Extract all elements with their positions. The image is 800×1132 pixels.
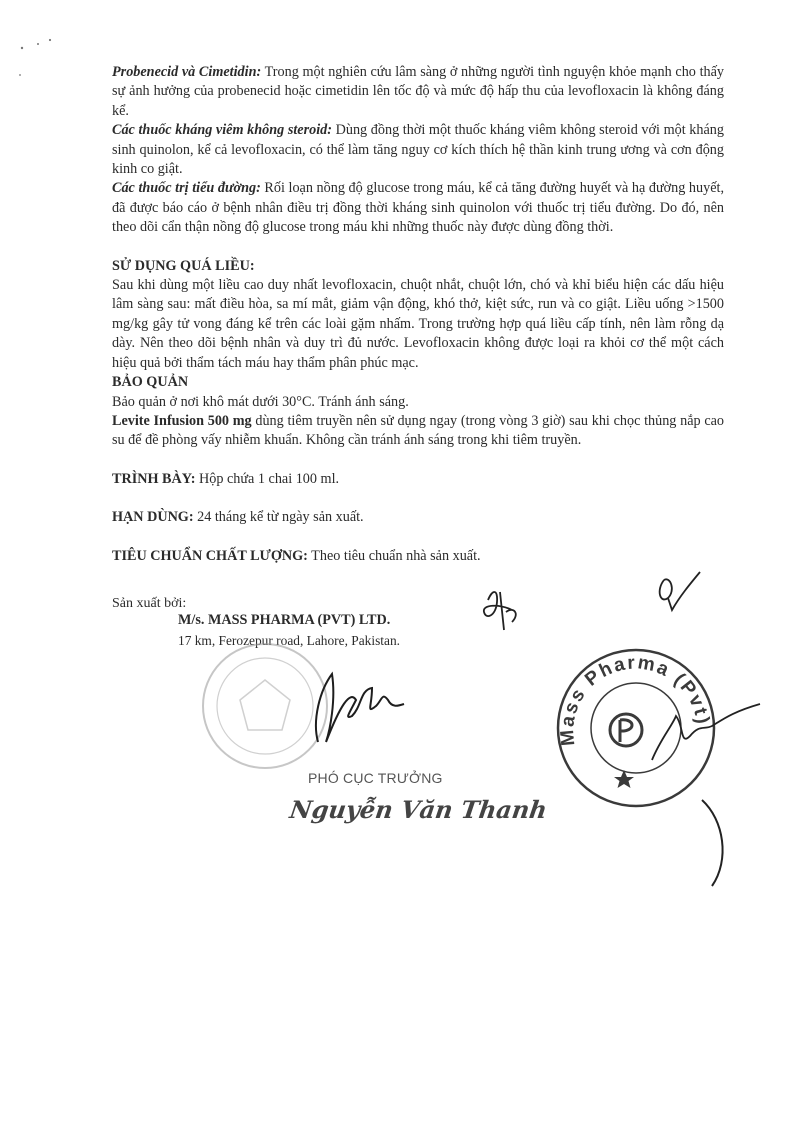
- company-stamp: [557, 650, 714, 806]
- quality-label: TIÊU CHUẨN CHẤT LƯỢNG:: [112, 547, 308, 564]
- produced-by-label: Sản xuất bởi:: [112, 596, 187, 611]
- shelf-life-label: HẠN DÙNG:: [112, 509, 194, 526]
- official-seal: [203, 644, 327, 768]
- scan-specks: [19, 39, 51, 76]
- manufacturer-name: M/s. MASS PHARMA (PVT) LTD.: [178, 612, 391, 628]
- presentation-label: TRÌNH BÀY:: [112, 470, 196, 487]
- overdose-heading: SỬ DỤNG QUÁ LIỀU:: [112, 257, 255, 274]
- interaction-text: Dùng đồng thời một thuốc kháng viêm không steroid với một kháng sinh quinolon, kể cả levofloxacin, có thể làm tăng nguy cơ kích thích hệ thần kinh trung ương và cơn động kinh co giật.: [112, 122, 724, 178]
- interaction-label: Các thuốc trị tiểu đường:: [112, 180, 261, 197]
- initials-signature: [484, 592, 516, 630]
- storage-text: Bảo quản ở nơi khô mát dưới 30°C. Tránh ánh sáng.: [112, 393, 409, 410]
- signature-stroke: [316, 674, 404, 742]
- product-instructions: dùng tiêm truyền nên sử dụng ngay (trong vòng 3 giờ) sau khi chọc thủng nắp cao su để đề phòng vấy nhiễm khuẩn. Không cần tránh ánh sáng trong khi tiêm truyền.: [112, 412, 725, 449]
- stamp-ring-text: Mass Pharma (Pvt): [556, 652, 714, 747]
- manufacturer-address: 17 km, Ferozepur road, Lahore, Pakistan.: [178, 633, 400, 648]
- signer-name: Nguyễn Văn Thanh: [287, 795, 549, 824]
- interaction-label: Các thuốc kháng viêm không steroid:: [112, 122, 332, 139]
- presentation-value: Hộp chứa 1 chai 100 ml.: [195, 470, 340, 487]
- svg-text:Mass Pharma (Pvt): [557, 652, 713, 746]
- shelf-life-value: 24 tháng kể từ ngày sản xuất.: [193, 509, 364, 526]
- overdose-text: Sau khi dùng một liều cao duy nhất levofloxacin, chuột nhắt, chuột lớn, chó và khỉ biểu hiện các dấu hiệu lâm sàng sau: mất điều hòa, sa mí mắt, giảm vận động, khó thở, kiệt sức, run và co giật. Liều uống >1500 mg/kg gây tử vong đáng kể trên các loài gặm nhấm. Trong trường hợp quá liều cấp tính, nên làm rỗng dạ dày. Nên theo dõi bệnh nhân và duy trì đủ nước. Levofloxacin không được loại ra khỏi cơ thể một cách hiệu quả bởi thẩm tách máu hay thẩm phân phúc mạc.: [112, 277, 724, 371]
- signer-title: PHÓ CỤC TRƯỞNG: [308, 770, 443, 786]
- interaction-text: Rối loạn nồng độ glucose trong máu, kể cả tăng đường huyết và hạ đường huyết, đã được báo cáo ở bệnh nhân điều trị đồng thời kháng sinh quinolon với thuốc trị tiểu đường. Do đó, nên theo dõi cẩn thận nồng độ glucose trong máu khi những thuốc này được dùng đồng thời.: [112, 180, 724, 236]
- product-name: Levite Infusion 500 mg: [112, 412, 252, 429]
- quality-value: Theo tiêu chuẩn nhà sản xuất.: [307, 547, 481, 564]
- interaction-label: Probenecid và Cimetidin:: [112, 64, 262, 80]
- storage-heading: BẢO QUẢN: [112, 374, 189, 391]
- initials-mark: [660, 572, 700, 610]
- margin-mark: [702, 800, 723, 886]
- interaction-text: Trong một nghiên cứu lâm sàng ở những người tình nguyện khỏe mạnh cho thấy sự ảnh hưởng của probenecid hoặc cimetidin lên tốc độ và mức độ hấp thu của levofloxacin là không đáng kể.: [112, 64, 724, 119]
